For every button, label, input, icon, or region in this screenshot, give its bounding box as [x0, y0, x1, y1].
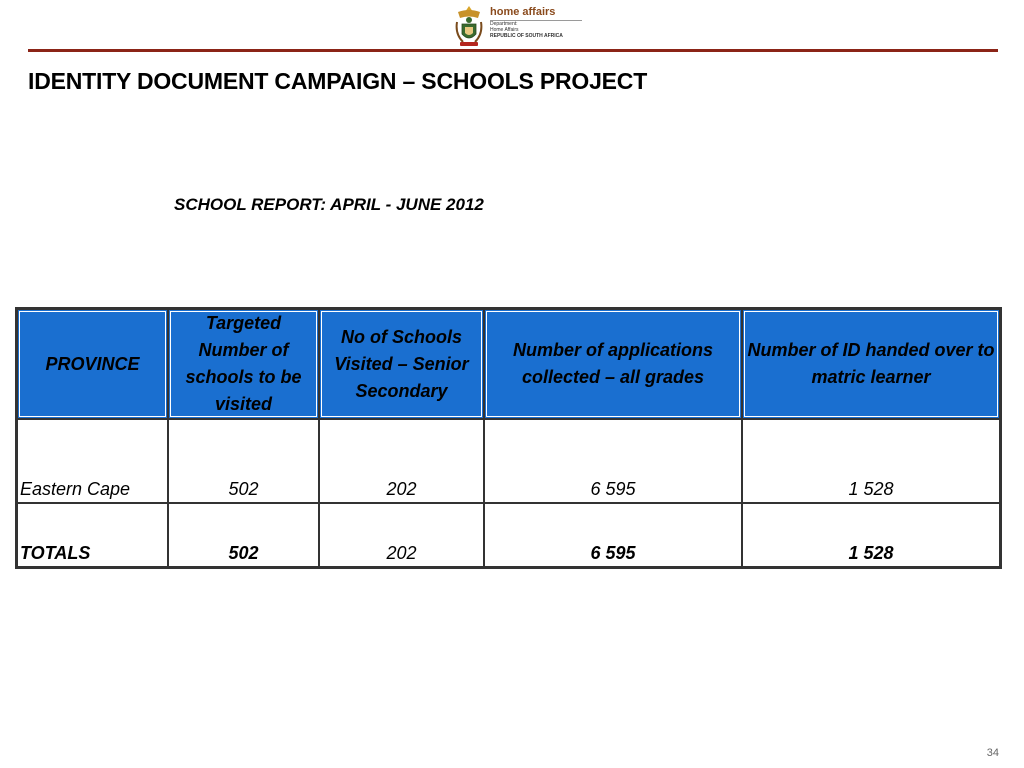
table-header-row [17, 309, 1000, 419]
header-targeted-schools: Targeted Number of schools to be visited [168, 309, 319, 419]
table-row [17, 419, 1000, 503]
header-divider [28, 49, 998, 52]
cell-applications: 6 595 [484, 419, 742, 503]
page-number: 34 [986, 747, 999, 759]
header-schools-visited: No of Schools Visited – Senior Secondary [319, 309, 484, 419]
school-report-table [15, 307, 1002, 569]
logo-brand-text: home affairs [490, 6, 582, 21]
table-totals-row [17, 503, 1000, 567]
cell-province: Eastern Cape [17, 419, 168, 503]
cell-targeted: 502 [168, 419, 319, 503]
report-subtitle: SCHOOL REPORT: APRIL - JUNE 2012 [174, 195, 484, 214]
header-ids-handed-over: Number of ID handed over to matric learner [742, 309, 1000, 419]
cell-totals-targeted: 502 [168, 503, 319, 567]
logo-department-label: Department: [490, 21, 518, 27]
cell-visited: 202 [319, 419, 484, 503]
logo-country: REPUBLIC OF SOUTH AFRICA [490, 33, 563, 39]
coat-of-arms-icon [454, 4, 484, 48]
logo-department-name: Home Affairs [490, 27, 519, 33]
header-province: PROVINCE [17, 309, 168, 419]
header-applications-collected: Number of applications collected – all grades [484, 309, 742, 419]
cell-ids-handed: 1 528 [742, 419, 1000, 503]
home-affairs-logo [452, 4, 582, 50]
cell-totals-visited: 202 [319, 503, 484, 567]
cell-totals-ids-handed: 1 528 [742, 503, 1000, 567]
page-title: IDENTITY DOCUMENT CAMPAIGN – SCHOOLS PROJECT [28, 68, 648, 94]
cell-totals-applications: 6 595 [484, 503, 742, 567]
cell-totals-label: TOTALS [17, 503, 168, 567]
